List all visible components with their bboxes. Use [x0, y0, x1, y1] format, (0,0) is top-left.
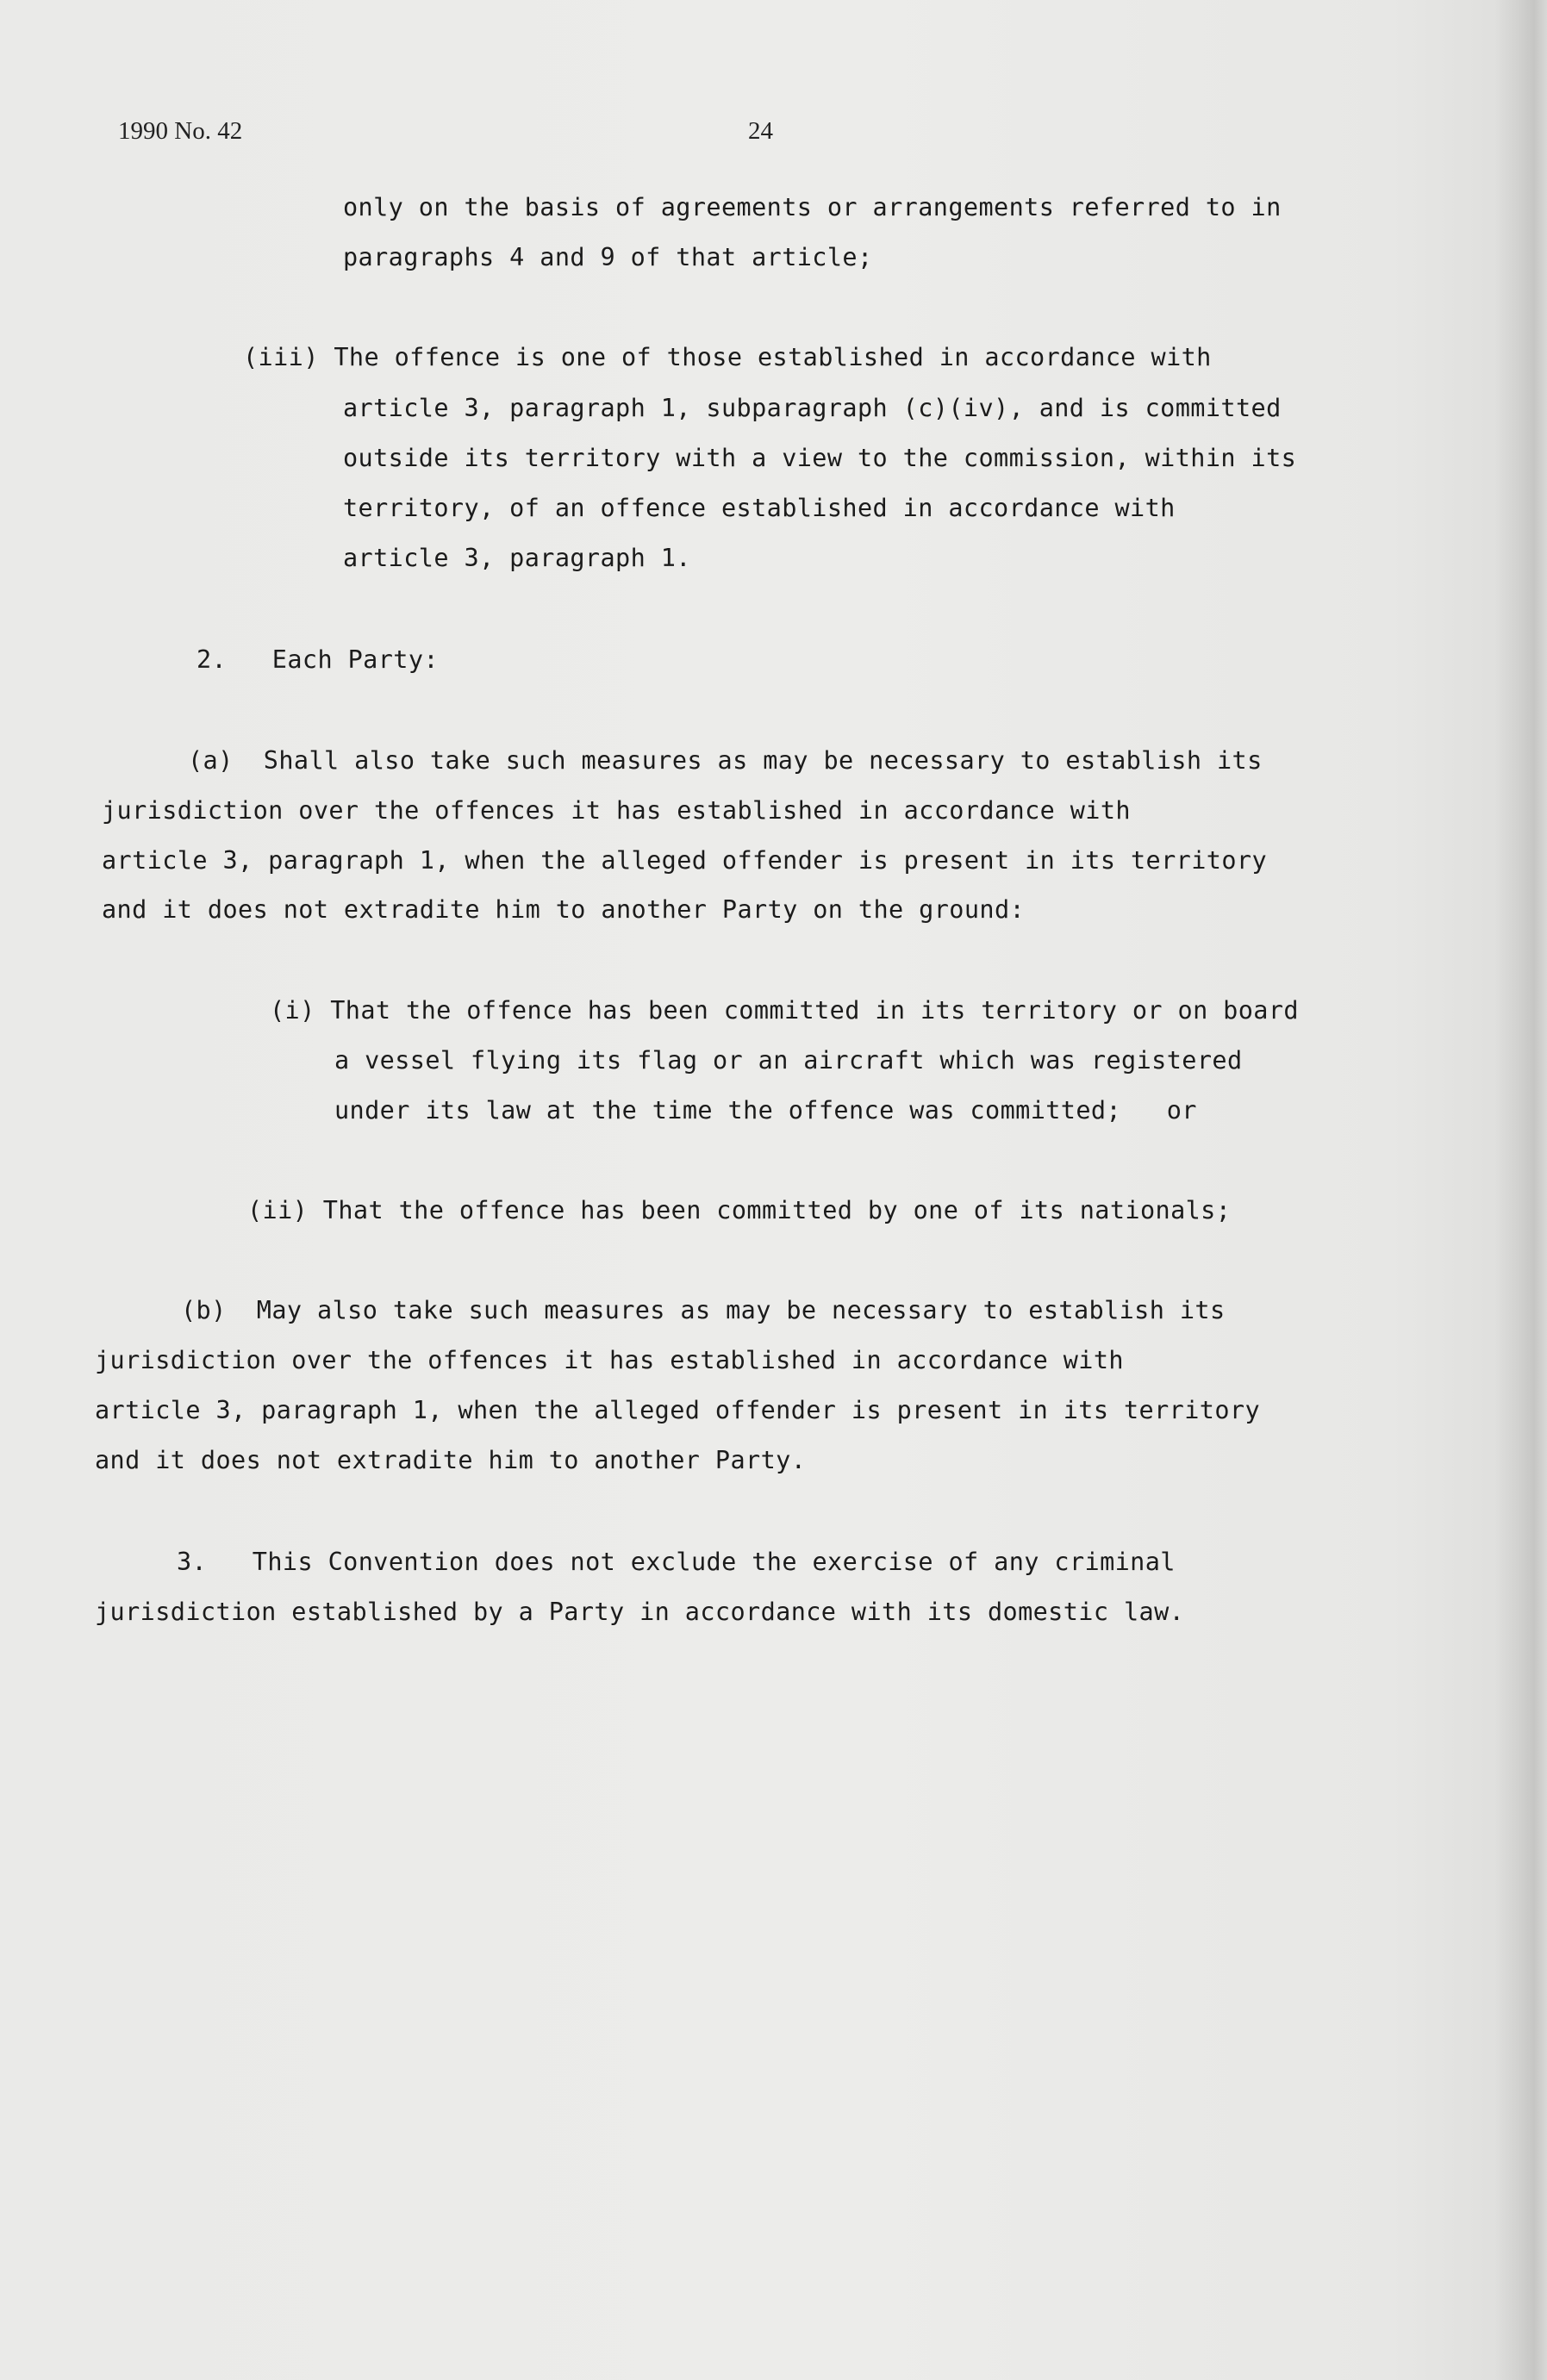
- text-line: territory, of an offence established in accordance with: [343, 494, 1176, 522]
- text-line: (a) Shall also take such measures as may be necessary to establish its: [188, 746, 1263, 775]
- text-line: paragraphs 4 and 9 of that article;: [343, 243, 873, 271]
- text-line: a vessel flying its flag or an aircraft which was registered: [334, 1046, 1243, 1075]
- text-line: 3. This Convention does not exclude the exercise of any criminal: [177, 1548, 1176, 1576]
- page-edge-shadow: [1495, 0, 1547, 2380]
- text-line: outside its territory with a view to the commission, within its: [343, 444, 1297, 472]
- text-line: (ii) That the offence has been committed by one of its nationals;: [247, 1196, 1232, 1224]
- text-line: jurisdiction over the offences it has established in accordance with: [102, 796, 1131, 825]
- section-heading: 2. Each Party:: [196, 645, 439, 674]
- text-line: jurisdiction established by a Party in accordance with its domestic law.: [95, 1598, 1185, 1626]
- text-line: (b) May also take such measures as may be necessary to establish its: [181, 1296, 1226, 1324]
- text-line: article 3, paragraph 1, when the alleged offender is present in its territory: [95, 1396, 1260, 1424]
- text-line: jurisdiction over the offences it has established in accordance with: [95, 1346, 1124, 1374]
- text-line: article 3, paragraph 1, subparagraph (c)(iv), and is committed: [343, 394, 1282, 422]
- text-line: only on the basis of agreements or arrangements referred to in: [343, 193, 1282, 221]
- text-line: and it does not extradite him to another Party.: [95, 1446, 807, 1474]
- page-number: 24: [748, 117, 773, 145]
- text-line: article 3, paragraph 1, when the alleged offender is present in its territory: [102, 846, 1267, 875]
- text-line: article 3, paragraph 1.: [343, 544, 691, 572]
- text-line: and it does not extradite him to another Party on the ground:: [102, 895, 1026, 924]
- text-line: (iii) The offence is one of those established in accordance with: [243, 343, 1212, 371]
- text-line: (i) That the offence has been committed in its territory or on board: [270, 996, 1299, 1025]
- text-line: under its law at the time the offence was committed; or: [334, 1096, 1197, 1125]
- document-reference: 1990 No. 42: [118, 117, 243, 145]
